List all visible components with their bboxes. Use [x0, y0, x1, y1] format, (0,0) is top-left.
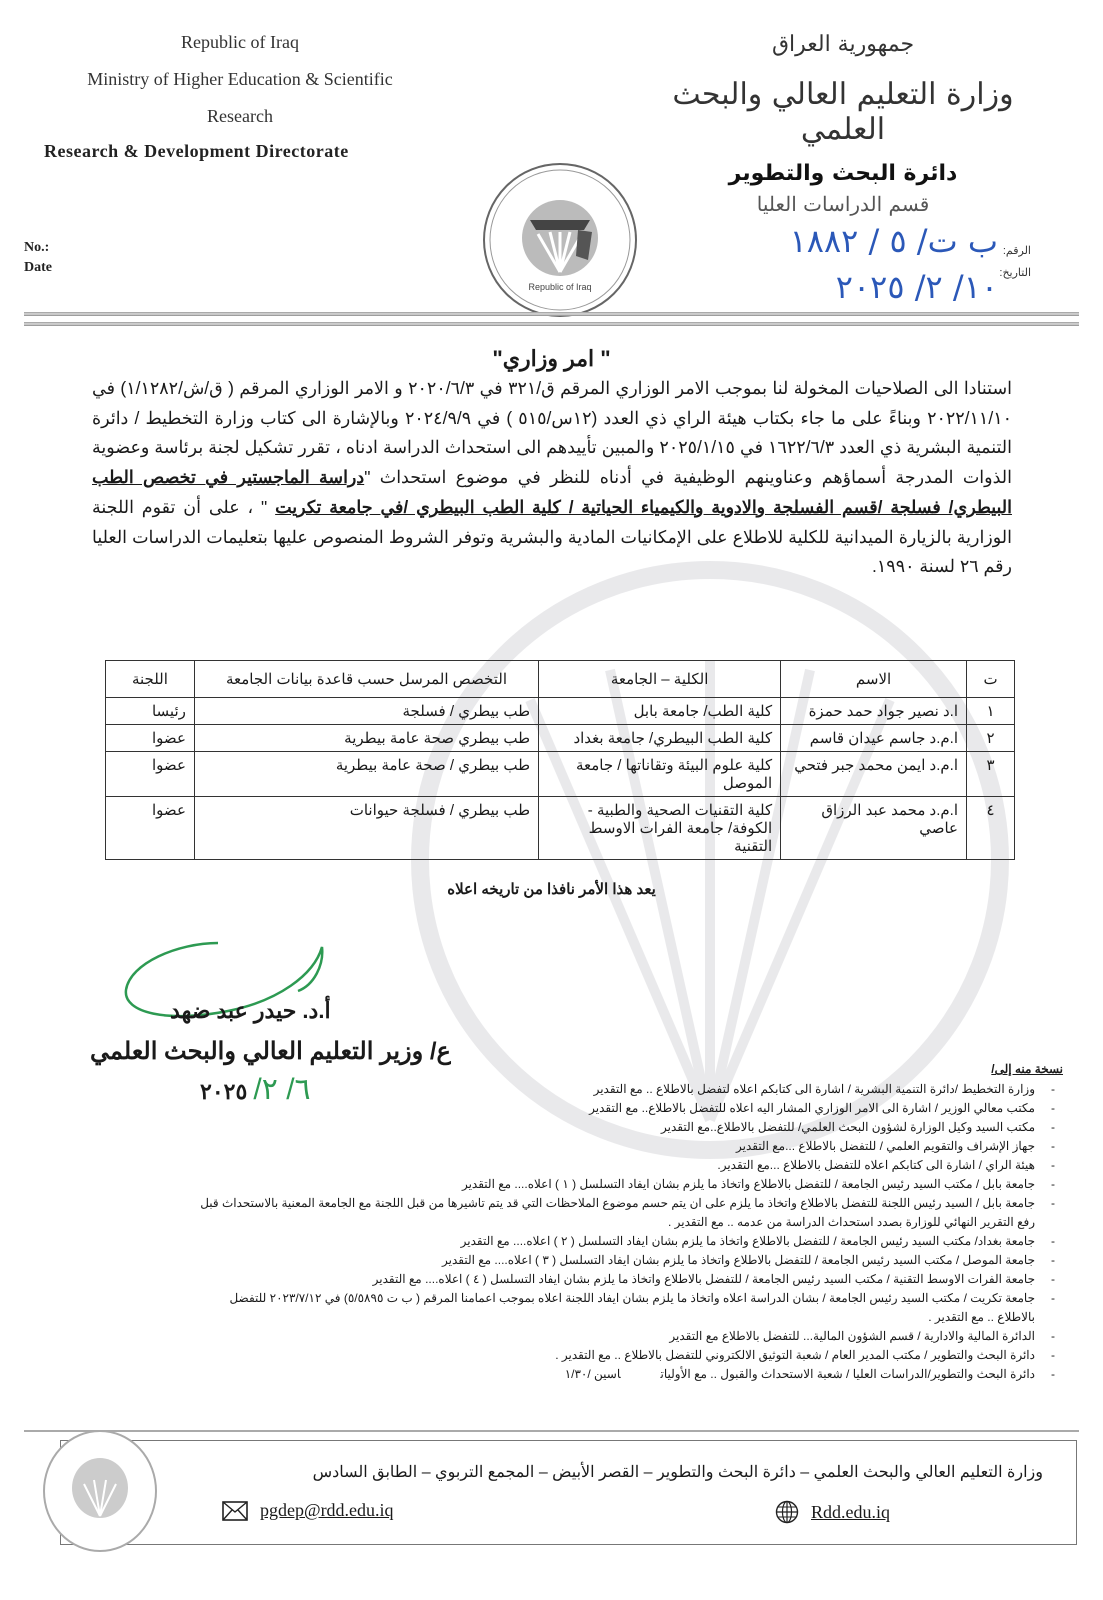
- cell-college: كلية التقنيات الصحية والطبية - الكوفة/ جامعة الفرات الاوسط التقنية: [539, 797, 781, 860]
- table-header-row: [106, 661, 1015, 698]
- copy-recipient-text: دائرة البحث والتطوير/الدراسات العليا / شعبة الاستحداث والقبول .. مع الأوليات: [660, 1367, 1035, 1381]
- cell-specialty: طب بيطري صحة عامة بيطرية: [194, 725, 538, 752]
- copy-recipient: - الدائرة المالية والادارية / قسم الشؤون المالية... للتفضل بالاطلاع مع التقدير: [55, 1327, 1055, 1346]
- cell-role: عضوا: [106, 725, 195, 752]
- cell-specialty: طب بيطري / فسلجة: [194, 698, 538, 725]
- footer-seal-logo: [40, 1428, 160, 1554]
- header-rule-top: [24, 312, 1079, 316]
- cell-role: عضوا: [106, 797, 195, 860]
- email-link[interactable]: pgdep@rdd.edu.iq: [260, 1500, 394, 1520]
- committee-table: [105, 660, 1015, 860]
- footer-box: [60, 1440, 1077, 1545]
- number-date-labels-en: [24, 238, 52, 278]
- footer-email: [222, 1500, 394, 1521]
- copy-recipient: - جامعة الموصل / مكتب السيد رئيس الجامعة / للتفضل بالاطلاع واتخاذ ما يلزم بشان ايفاد التسلسل ( ٣ ) اعلاه.... مع التقدير: [55, 1251, 1055, 1270]
- footer-rule: [24, 1430, 1079, 1432]
- website-link[interactable]: Rdd.edu.iq: [811, 1501, 890, 1522]
- copy-recipient: - مكتب السيد وكيل الوزارة لشؤون البحث العلمي/ للتفضل بالاطلاع..مع التقدير: [55, 1118, 1055, 1137]
- directorate-en: Research & Development Directorate: [44, 141, 349, 161]
- seal-watermark: [330, 560, 1090, 1160]
- date-label: Date: [24, 260, 52, 275]
- order-body-part1: استنادا الى الصلاحيات المخولة لنا بموجب الامر الوزاري المرقم ق/٣٢١ في ٢٠٢٠/٦/٣ و الامر الوزاري المرقم ( ق/ش/١/١٢٨٢) في ٢٠٢٢/١١/١٠ وبناءً على ما جاء بكتاب هيئة الراي ذي العدد (١٢س/٥١٥ ) في ٢٠٢٤/٩/٩ وبالإشارة الى كتاب وزارة التخطيط / دائرة التنمية البشرية ذي العدد ١٦٢٢/٦/٣ في ٢٠٢٥/١/١٥ والمبين تأييدهم الى استحداث الدراسة ادناه ، تقرر تشكيل لجنة برئاسة وعضوية الذوات المدرجة أسماؤهم وعناوينهم الوظيفية في أدناه للنظر في موضوع استحداث ": [92, 378, 1013, 488]
- copy-recipient: - هيئة الراي / اشارة الى كتابكم اعلاه للتفضل بالاطلاع ...مع التقدير.: [55, 1156, 1055, 1175]
- copy-recipient: - جامعة بابل / السيد رئيس اللجنة للتفضل بالاطلاع واتخاذ ما يلزم على ان يتم حسم موضوع الملاحظات التي قد يتم تاشيرها من قبل اللجنة مع الجامعة المعنية بالاستحداث قبل: [55, 1194, 1055, 1213]
- country-en: Republic of Iraq: [181, 32, 299, 52]
- cell-name: ا.د نصير جواد حمد حمزة: [781, 698, 967, 725]
- handwritten-date: ١٠/ ٢/ ٢٠٢٥: [835, 268, 998, 306]
- seal-center-text: Republic of Iraq: [528, 282, 592, 292]
- cell-seq: ٤: [967, 797, 1015, 860]
- copy-recipient-continued: بالاطلاع .. مع التقدير .: [928, 1310, 1035, 1324]
- directorate-ar: دائرة البحث والتطوير: [728, 161, 958, 186]
- signature-date-handwritten: ٦/ ٢/: [253, 1073, 311, 1106]
- copy-recipient: - وزارة التخطيط /دائرة التنمية البشرية / اشارة الى كتابكم اعلاه لتفضل بالاطلاع .. مع التقدير: [55, 1080, 1055, 1099]
- signature-date-year: ٢٠٢٥: [200, 1079, 248, 1104]
- copies-list: [55, 1080, 1055, 1384]
- footer-website: [775, 1500, 890, 1524]
- copy-recipient: - جامعة بغداد/ مكتب السيد رئيس الجامعة / للتفضل بالاطلاع واتخاذ ما يلزم بشان ايفاد التسلسل ( ٢ ) اعلاه.... مع التقدير: [55, 1232, 1055, 1251]
- cell-college: كلية علوم البيئة وتقاناتها / جامعة الموصل: [539, 752, 781, 797]
- cell-specialty: طب بيطري / فسلجة حيوانات: [194, 797, 538, 860]
- no-label: No.:: [24, 240, 50, 255]
- cell-seq: ٢: [967, 725, 1015, 752]
- copy-recipient: - جامعة تكريت / مكتب السيد رئيس الجامعة / بشان الدراسة اعلاه واتخاذ ما يلزم بشان ايفاد اللجنة اعلاه بموجب اعمامنا المرقم ( ب ت ٥/٥٨٩٥) في ٢٠٢٣/٧/١٢ للتفضل: [55, 1289, 1055, 1308]
- copy-recipient-continued: رفع التقرير النهائي للوزارة بصدد استحداث الدراسة من عدمه .. مع التقدير .: [668, 1215, 1035, 1229]
- globe-icon: [775, 1500, 799, 1524]
- order-body-subject: دراسة الماجستير في تخصص الطب البيطري/ فسلجة /قسم الفسلجة والادوية والكيمياء الحياتية / كلية الطب البيطري /في جامعة تكريت: [92, 467, 1012, 517]
- copy-recipient: - جامعة بابل / مكتب السيد رئيس الجامعة / للتفضل بالاطلاع واتخاذ ما يلزم بشان ايفاد التسلسل ( ١ ) اعلاه.... مع التقدير: [55, 1175, 1055, 1194]
- cell-seq: ١: [967, 698, 1015, 725]
- order-title: " امر وزاري": [492, 346, 611, 371]
- header-seq: ت: [967, 661, 1015, 698]
- cell-specialty: طب بيطري / صحة عامة بيطرية: [194, 752, 538, 797]
- table-row: [106, 698, 1015, 725]
- cell-role: رئيسا: [106, 698, 195, 725]
- table-row: [106, 725, 1015, 752]
- copy-recipient: - مكتب معالي الوزير / اشارة الى الامر الوزاري المشار اليه اعلاه للتفضل بالاطلاع.. مع التقدير: [55, 1099, 1055, 1118]
- country-ar: جمهورية العراق: [771, 32, 915, 57]
- header-specialty: التخصص المرسل حسب قاعدة بيانات الجامعة: [194, 661, 538, 698]
- copy-recipient: - جامعة الفرات الاوسط التقنية / مكتب السيد رئيس الجامعة / للتفضل بالاطلاع واتخاذ ما يلزم بشان ايفاد التسلسل ( ٤ ) اعلاه.... مع التقدير: [55, 1270, 1055, 1289]
- ministry-ar: وزارة التعليم العالي والبحث العلمي: [672, 77, 1014, 147]
- signatory-title: ع/ وزير التعليم العالي والبحث العلمي: [90, 1038, 451, 1065]
- footer-address: وزارة التعليم العالي والبحث العلمي – دائرة البحث والتطوير – القصر الأبيض – المجمع التربوي – الطابق السادس: [312, 1464, 1043, 1481]
- letterhead-arabic: [653, 28, 1033, 216]
- header-name: الاسم: [781, 661, 967, 698]
- table-row: [106, 752, 1015, 797]
- cell-name: ا.م.د جاسم عيدان قاسم: [781, 725, 967, 752]
- header-rule-bottom: [24, 322, 1079, 326]
- effective-note: يعد هذا الأمر نافذا من تاريخه اعلاه: [447, 881, 656, 898]
- letterhead-english: [40, 28, 440, 162]
- copy-recipient: - دائرة البحث والتطوير / مكتب المدير العام / شعبة التوثيق الالكتروني للتفضل بالاطلاع .. مع التقدير .: [55, 1346, 1055, 1365]
- cell-name: ا.م.د ايمن محمد جبر فتحي: [781, 752, 967, 797]
- order-body: [92, 374, 1012, 582]
- copy-recipient-last: [55, 1365, 1055, 1384]
- cell-seq: ٣: [967, 752, 1015, 797]
- envelope-icon: [222, 1501, 248, 1521]
- handwritten-ref-number: ب ت/ ٥ / ١٨٨٢: [789, 222, 998, 260]
- ref-labels-ar: [999, 240, 1031, 284]
- department-ar: قسم الدراسات العليا: [756, 192, 930, 216]
- ref-label: الرقم:: [1002, 245, 1031, 257]
- cell-role: عضوا: [106, 752, 195, 797]
- typist-initials: اسين /١/٣٠: [564, 1367, 621, 1381]
- date-label-ar: التاريخ:: [999, 267, 1031, 279]
- copy-recipient: - جهاز الإشراف والتقويم العلمي / للتفضل بالاطلاع ...مع التقدير: [55, 1137, 1055, 1156]
- signatory-name: أ.د. حيدر عبد ضهد: [170, 998, 331, 1023]
- table-row: [106, 797, 1015, 860]
- ministry-en-line2: Research: [207, 106, 273, 126]
- header-college: الكلية – الجامعة: [539, 661, 781, 698]
- order-body-part2: " ، على أن تقوم اللجنة الوزارية بالزيارة الميدانية للكلية للاطلاع على الإمكانيات المادية والبشرية وتوفر الشروط المنصوص عليها بتعليمات الدراسات العليا رقم ٢٦ لسنة ١٩٩٠.: [92, 496, 1012, 577]
- cell-college: كلية الطب البيطري/ جامعة بغداد: [539, 725, 781, 752]
- ministry-seal-logo: [480, 160, 640, 320]
- header-role: اللجنة: [106, 661, 195, 698]
- ministry-en-line1: Ministry of Higher Education & Scientific: [87, 69, 393, 89]
- cell-college: كلية الطب/ جامعة بابل: [539, 698, 781, 725]
- cell-name: ا.م.د محمد عبد الرزاق عاصي: [781, 797, 967, 860]
- copies-heading: نسخة منه إلى/: [991, 1062, 1063, 1076]
